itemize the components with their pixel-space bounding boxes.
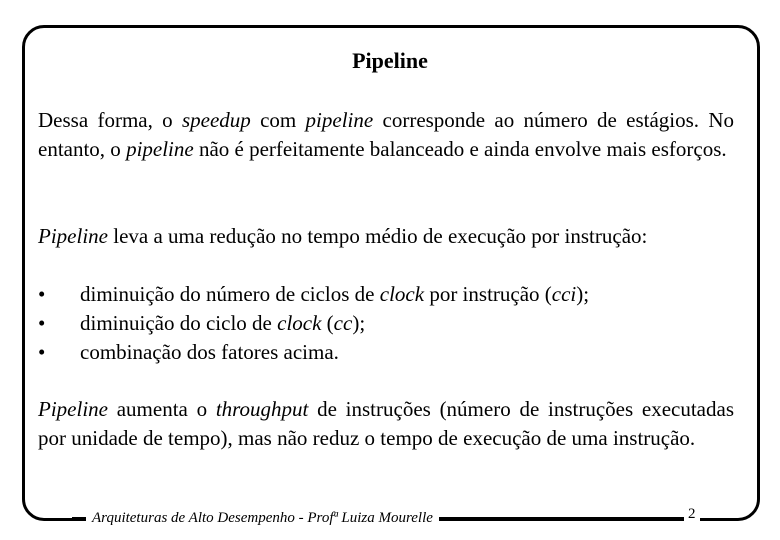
term-clock: clock xyxy=(277,311,322,335)
text-run: aumenta o xyxy=(107,397,216,421)
list-item xyxy=(38,338,738,367)
text-run: com xyxy=(250,108,306,132)
term-pipeline: pipeline xyxy=(305,108,374,132)
text-run: por instrução ( xyxy=(424,282,552,306)
term-cci: cci xyxy=(551,282,577,306)
list-item xyxy=(38,280,738,309)
term-pipeline: Pipeline xyxy=(38,224,108,248)
page-number: 2 xyxy=(684,504,700,524)
term-throughput: throughput xyxy=(215,397,309,421)
term-pipeline: pipeline xyxy=(126,137,194,161)
text-run: não é perfeitamente balanceado e ainda envolve mais esforços. xyxy=(193,137,727,161)
paragraph-throughput xyxy=(38,395,734,453)
bullet-list xyxy=(38,280,738,367)
term-cc: cc xyxy=(333,311,353,335)
footer-text: Arquiteturas de Alto Desempenho - Profª Luiza Mourelle xyxy=(86,508,439,528)
bullet-dot: • xyxy=(38,311,46,335)
text-run: diminuição do número de ciclos de xyxy=(80,282,380,306)
bullet-dot: • xyxy=(38,282,46,306)
term-speedup: speedup xyxy=(181,108,251,132)
term-clock: clock xyxy=(379,282,425,306)
text-run: ( xyxy=(321,311,334,335)
text-run: ); xyxy=(352,311,366,335)
slide-title: Pipeline xyxy=(352,48,428,73)
bullet-dot: • xyxy=(38,340,46,364)
text-run: corresponde ao número de estágios. No entanto, o xyxy=(38,108,735,161)
text-run: leva a uma redução no tempo médio de execução por instrução: xyxy=(107,224,648,248)
footer xyxy=(22,508,760,532)
term-pipeline: Pipeline xyxy=(38,397,108,421)
list-item xyxy=(38,309,738,338)
text-run: diminuição do ciclo de xyxy=(80,311,278,335)
text-run: combinação dos fatores acima. xyxy=(80,340,339,364)
text-run: de instruções (número de instruções executadas por unidade de tempo), mas não reduz o tempo de execução de uma instrução. xyxy=(38,397,734,450)
paragraph-speedup xyxy=(38,106,734,164)
paragraph-reduction xyxy=(38,222,734,251)
text-run: ); xyxy=(576,282,590,306)
text-run: Dessa forma, o xyxy=(38,108,182,132)
